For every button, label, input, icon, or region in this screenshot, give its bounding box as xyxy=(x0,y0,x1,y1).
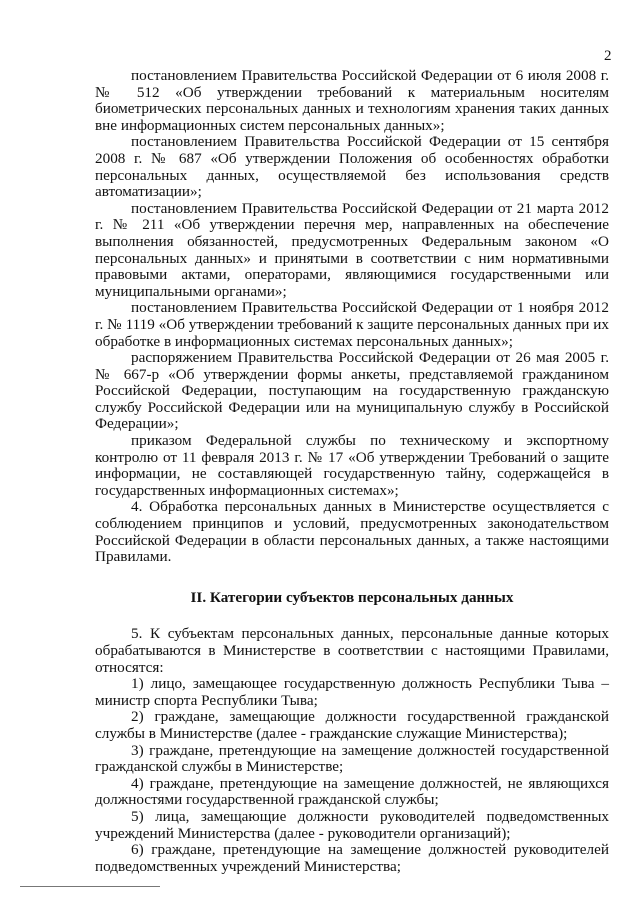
paragraph: постановлением Правительства Российской Федерации от 15 сентября 2008 г. № 687 «Об утверждении Положения об особенностях обработки персональных данных, осуществляемой без использования средств автоматизации»; xyxy=(95,133,609,201)
paragraph: распоряжением Правительства Российской Федерации от 26 мая 2005 г. № 667-р «Об утверждении формы анкеты, представляемой гражданином Российской Федерации, поступающим на государственную гражданскую службу Российской Федерации или на муниципальную службу в Российской Федерации»; xyxy=(95,349,609,433)
paragraph: постановлением Правительства Российской Федерации от 6 июля 2008 г. № 512 «Об утверждении требований к материальным носителям биометрических персональных данных и технологиям хранения таких данных вне информационных систем персональных данных»; xyxy=(95,67,609,134)
paragraph: 4. Обработка персональных данных в Министерстве осуществляется с соблюдением принципов и условий, предусмотренных законодательством Российской Федерации в области персональных данных, а также настоящими Правилами. xyxy=(95,498,609,566)
footer-divider xyxy=(20,886,160,887)
page-number: 2 xyxy=(604,48,612,64)
list-item: 4) граждане, претендующие на замещение должностей, не являющихся должностями государственной гражданской службы; xyxy=(95,774,609,809)
section-heading: II. Категории субъектов персональных данных xyxy=(190,588,514,606)
list-item: 5) лица, замещающие должности руководителей подведомственных учреждений Министерства (далее - руководители организаций); xyxy=(95,807,609,842)
list-item: 3) граждане, претендующие на замещение должностей государственной гражданской службы в Министерстве; xyxy=(95,741,609,776)
paragraph: 5. К субъектам персональных данных, персональные данные которых обрабатываются в Министерстве в соответствии с настоящими Правилами, относятся: xyxy=(95,625,609,676)
paragraph: постановлением Правительства Российской Федерации от 21 марта 2012 г. № 211 «Об утверждении перечня мер, направленных на обеспечение выполнения обязанностей, предусмотренных Федеральным законом «О персональных данных» и принятыми в соответствии с ним нормативными правовыми актами, операторами, являющимися государственными или муниципальными органами»; xyxy=(95,199,609,300)
document-body xyxy=(95,68,609,875)
paragraph: приказом Федеральной службы по техническому и экспортному контролю от 11 февраля 2013 г. № 17 «Об утверждении Требований о защите информации, не составляющей государственную тайну, содержащейся в государственных информационных системах»; xyxy=(95,432,609,499)
list-item: 6) граждане, претендующие на замещение должностей руководителей подведомственных учреждений Министерства; xyxy=(95,841,609,875)
list-item: 2) граждане, замещающие должности государственной гражданской службы в Министерстве (далее - гражданские служащие Министерства); xyxy=(95,708,609,742)
list-item: 1) лицо, замещающее государственную должность Республики Тыва – министр спорта Республики Тыва; xyxy=(95,675,609,709)
paragraph: постановлением Правительства Российской Федерации от 1 ноября 2012 г. № 1119 «Об утверждении требований к защите персональных данных при их обработке в информационных системах персональных данных»; xyxy=(95,299,609,350)
